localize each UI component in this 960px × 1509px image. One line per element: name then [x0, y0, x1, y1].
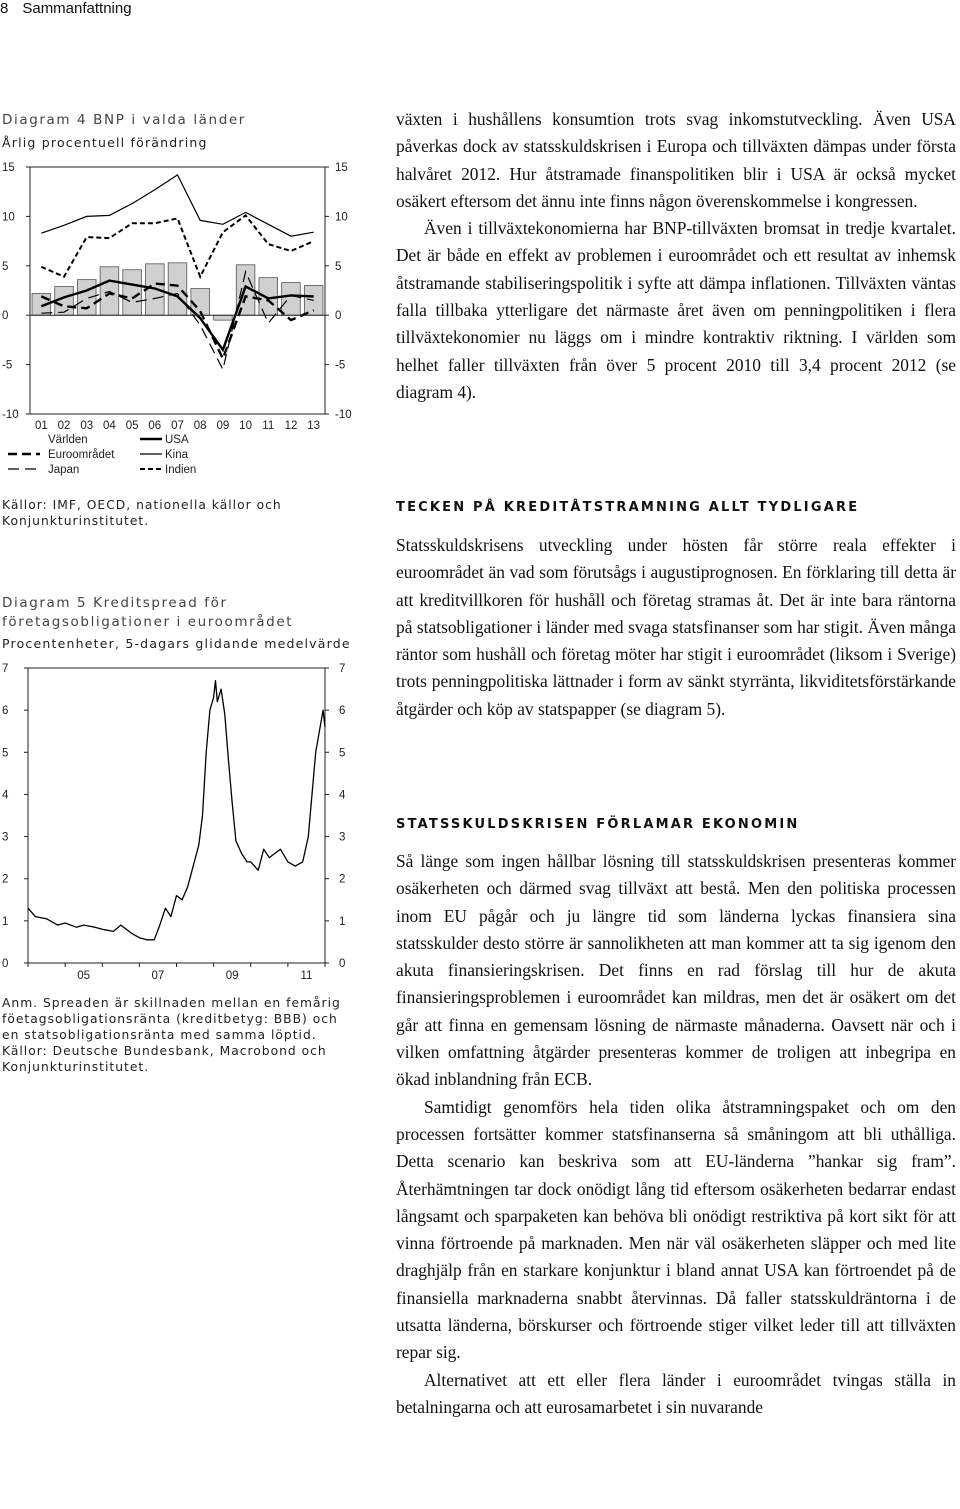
section-title: Sammanfattning	[22, 0, 132, 17]
diagram4-chart	[0, 150, 380, 480]
paragraph-2: Även i tillväxtekonomierna har BNP-tillväxten bromsat in tredje kvartalet. Det är både en effekt av problemen i euroområdet och ett resultat av inhemsk åtstramande stabiliseringspolitik i syfte att dämpa inflationen. Tillväxten väntas falla tillbaka ytterligare det närmaste året även om penningpolitiken i flera tillväxtekonomier nu läggs om i mindre kontraktiv riktning. I världen som helhet faller tillväxten från över 5 procent 2010 till 3,4 procent 2012 (se diagram 4).	[396, 218, 956, 402]
diagram5-ytick-label-left: 1	[2, 915, 9, 928]
diagram4-ytick-label-right: 15	[335, 162, 348, 174]
diagram4-ytick-label-right: 0	[335, 310, 342, 323]
diagram5-xtick-label: 11	[300, 970, 313, 982]
diagram4-xtick-label: 04	[103, 420, 116, 432]
diagram4-ytick-label-left: 0	[2, 310, 9, 323]
diagram5-chart	[0, 650, 380, 990]
diagram4-xtick-label: 12	[284, 420, 298, 432]
diagram5-spread-line	[28, 681, 325, 940]
page-header	[0, 0, 146, 17]
diagram4-legend-label-japan: Japan	[48, 464, 80, 476]
diagram5-notes	[2, 995, 352, 1075]
text-block-2	[396, 532, 956, 723]
diagram4-xtick-label: 03	[80, 420, 94, 432]
diagram4-ytick-label-right: -10	[335, 409, 352, 421]
paragraph-4: Så länge som ingen hållbar lösning till statsskuldskrisen presenteras kommer osäkerheten och därmed svag tillväxt att bestå. Men den politiska processen inom EU pågår och ju längre tid som länderna lyckas finansiera sina statsskulder desto större är sannolikheten att man kommer att ta sig igenom den akuta finansieringskrisen. Det finns en rad förslag till hur de akuta finansieringsproblemen i euroområdet kan mildras, men det är osäkert om det går att finna en gemensam lösning de närmaste månaderna. Oavsett när och i vilken omfattning åtgärder presenteras kommer de troligen att inbegripa en ökad inblandning från ECB.	[396, 851, 956, 1090]
diagram5-xtick-label: 05	[77, 970, 91, 982]
diagram4-sources: Källor: IMF, OECD, nationella källor och Konjunkturinstitutet.	[2, 498, 282, 528]
diagram4-series-line	[41, 175, 313, 236]
diagram4-bar	[214, 315, 233, 320]
diagram4-bar	[77, 280, 96, 316]
diagram4-xtick-label: 08	[193, 420, 207, 432]
diagram5-note: Anm. Spreaden är skillnaden mellan en femårig föetagsobligationsränta (kreditbetyg: BBB) och en statsobligationsränta med samma löptid.	[2, 996, 341, 1042]
diagram4-xtick-label: 10	[239, 420, 252, 432]
diagram5-ytick-label-right: 7	[339, 663, 346, 675]
diagram4-title: Diagram 4 BNP i valda länder	[2, 112, 246, 128]
diagram5-ytick-label-right: 5	[339, 747, 346, 760]
heading-credit-tightening: TECKEN PÅ KREDITÅTSTRAMNING ALLT TYDLIGARE	[396, 500, 860, 515]
diagram5-subtitle: Procentenheter, 5-dagars glidande medelvärde	[2, 636, 351, 651]
diagram4-ytick-label-right: 5	[335, 260, 342, 273]
paragraph-5: Samtidigt genomförs hela tiden olika åtstramningspaket och om den processen fortsätter kommer statsfinanserna så småningom att bli uthålliga. Detta scenario kan beskriva som att EU-länderna ”hankar sig fram”. Återhämtningen tar dock onödigt lång tid eftersom osäkerheten bedarrar endast långsamt och sparpaketen kan behöva bli onödigt restriktiva på kort sikt för att vinna förtroende på marknaden. Men när väl osäkerheten släpper och med lite draghjälp från en starkare konjunktur i bland annat USA kan förtroendet på de finansiella marknaderna snabbt återvinnas. Då faller statsskuldräntorna i de utsatta länderna, börskurser och förtroende stiger vilket leder till att tillväxten repar sig.	[396, 1096, 956, 1363]
diagram5-ytick-label-left: 4	[2, 789, 9, 802]
diagram4-xtick-label: 01	[34, 420, 48, 432]
diagram5-ytick-label-right: 3	[339, 831, 346, 844]
diagram5-ytick-label-left: 2	[2, 873, 9, 886]
diagram4-ytick-label-left: 15	[2, 162, 15, 174]
diagram4-ytick-label-right: -5	[335, 359, 346, 372]
diagram5-xtick-label: 07	[151, 970, 165, 982]
diagram4-xtick-label: 02	[57, 420, 71, 432]
diagram4-legend	[8, 434, 196, 476]
diagram4-ytick-label-right: 10	[335, 211, 348, 224]
paragraph-6: Alternativet att ett eller flera länder i euroområdet tvingas ställa in betalningarna och att eurosamarbetet i sin nuvarande	[396, 1369, 956, 1417]
diagram5-xtick-label: 09	[225, 970, 239, 982]
diagram4-xtick-label: 07	[171, 420, 184, 432]
diagram5-title-line1: Diagram 5 Kreditspread för	[2, 595, 228, 611]
diagram5-ytick-label-left: 0	[2, 958, 9, 970]
diagram4-xtick-label: 06	[148, 420, 162, 432]
paragraph-1: växten i hushållens konsumtion trots svag inkomstutveckling. Även USA påverkas dock av statsskuldskrisen i Europa och tillväxten dämpas under första halvåret 2012. Hur åtstramade finanspolitiken blir i USA är också mycket osäkert eftersom det ännu inte finns någon överenskommelse i kongressen.	[396, 109, 956, 211]
page-number: 8	[0, 0, 9, 17]
diagram4-legend-label-world: Världen	[48, 434, 88, 446]
diagram4-legend-label-euro: Euroområdet	[48, 449, 115, 461]
diagram4-ytick-label-left: 10	[2, 211, 15, 224]
diagram4-legend-label-india: Indien	[165, 464, 197, 476]
text-block-1	[396, 106, 956, 406]
diagram5-ytick-label-right: 0	[339, 958, 346, 970]
paragraph-3: Statsskuldskrisens utveckling under hösten får större reala effekter i euroområdet än vad som förutsågs i augustiprognosen. En förklaring till detta är att kreditvillkoren för hushåll och företag stramas åt. Det är inte bara räntorna på statsobligationer i länder med svaga statsfinanser som har stigit. Även många räntor som hushåll och företag möter har stigit i euroområdet (liksom i Sverige) trots penningpolitiska lättnader i form av sänkt styrränta, likviditetsförstärkande åtgärder och köp av statspapper (se diagram 5).	[396, 535, 956, 719]
diagram4-xtick-label: 13	[307, 420, 321, 432]
diagram4-bar	[282, 283, 301, 316]
diagram4-ytick-label-left: 5	[2, 260, 9, 273]
diagram5-ytick-label-left: 7	[2, 663, 9, 675]
diagram4-xtick-label: 09	[216, 420, 230, 432]
diagram4-ytick-label-left: -5	[2, 359, 13, 372]
diagram5-sources: Källor: Deutsche Bundesbank, Macrobond och Konjunkturinstitutet.	[2, 1044, 327, 1074]
diagram5-ytick-label-left: 6	[2, 705, 9, 718]
diagram4-subtitle: Årlig procentuell förändring	[2, 135, 208, 150]
diagram4-bar	[123, 270, 142, 315]
diagram4-legend-label-usa: USA	[165, 434, 189, 446]
diagram4-xtick-label: 05	[125, 420, 139, 432]
diagram4-bar	[168, 263, 187, 315]
diagram4-ytick-label-left: -10	[2, 409, 19, 421]
diagram5-ytick-label-left: 5	[2, 747, 9, 760]
diagram5-ytick-label-right: 2	[339, 873, 346, 886]
diagram5-ytick-label-right: 4	[339, 789, 346, 802]
text-block-3	[396, 848, 956, 1421]
diagram5-plot-frame	[28, 668, 325, 963]
heading-debt-crisis: STATSSKULDSKRISEN FÖRLAMAR EKONOMIN	[396, 817, 800, 832]
diagram5-ytick-label-left: 3	[2, 831, 9, 844]
diagram4-legend-label-china: Kina	[165, 449, 189, 461]
diagram5-ytick-label-right: 1	[339, 915, 346, 928]
diagram5-title-line2: företagsobligationer i euroområdet	[2, 614, 294, 630]
diagram4-xtick-label: 11	[262, 420, 275, 432]
diagram5-ytick-label-right: 6	[339, 705, 346, 718]
